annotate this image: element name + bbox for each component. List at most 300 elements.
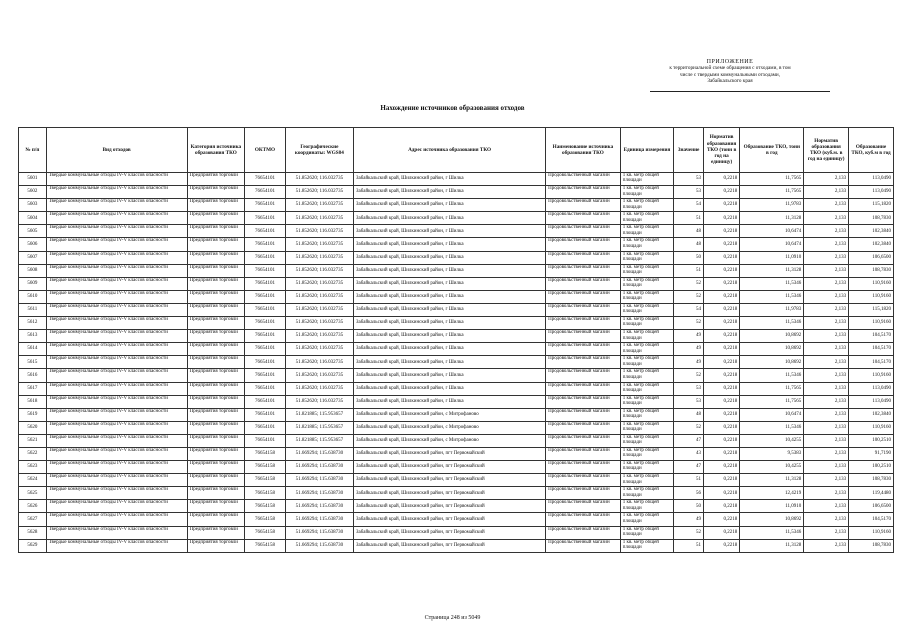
cell-coord: 51.852620; 116.032735 (285, 199, 353, 212)
cell-waste: Твердые коммунальные отходы IV-V классов опасности (46, 447, 187, 460)
cell-oktmo: 76654158 (245, 500, 286, 513)
cell-oktmo: 76654158 (245, 526, 286, 539)
cell-val: 49 (674, 343, 704, 356)
cell-unit: 1 кв. метр общей площади (620, 461, 673, 474)
cell-t: 10,6474 (740, 238, 804, 251)
cell-src: Продовольственный магазин (546, 526, 621, 539)
cell-nv: 2,133 (804, 330, 849, 343)
table-row (19, 382, 894, 395)
cell-oktmo: 76654101 (245, 343, 286, 356)
cell-t: 11,5346 (740, 421, 804, 434)
cell-t: 10,8692 (740, 343, 804, 356)
cell-unit: 1 кв. метр общей площади (620, 186, 673, 199)
cell-coord: 51.852620; 116.032735 (285, 382, 353, 395)
cell-nt: 0,2218 (703, 303, 739, 316)
cell-unit: 1 кв. метр общей площади (620, 395, 673, 408)
appendix-title: ПРИЛОЖЕНИЕ (706, 59, 754, 65)
waste-sources-table (18, 127, 894, 553)
cell-t: 9,5383 (740, 447, 804, 460)
cell-val: 52 (674, 421, 704, 434)
cell-unit: 1 кв. метр общей площади (620, 474, 673, 487)
cell-waste: Твердые коммунальные отходы IV-V классов опасности (46, 186, 187, 199)
cell-nv: 2,133 (804, 290, 849, 303)
cell-cat: Предприятия торговли (187, 199, 245, 212)
cell-coord: 51.852620; 116.032735 (285, 173, 353, 186)
cell-waste: Твердые коммунальные отходы IV-V классов опасности (46, 408, 187, 421)
cell-n: 5606 (19, 238, 47, 251)
cell-src: Продовольственный магазин (546, 264, 621, 277)
cell-val: 53 (674, 186, 704, 199)
cell-v: 106,6500 (849, 251, 894, 264)
cell-src: Продовольственный магазин (546, 303, 621, 316)
cell-addr: Забайкальский край, Шилкинский район, с Митрофаново (354, 434, 546, 447)
cell-src: Продовольственный магазин (546, 500, 621, 513)
cell-waste: Твердые коммунальные отходы IV-V классов опасности (46, 395, 187, 408)
cell-src: Продовольственный магазин (546, 487, 621, 500)
table-row (19, 500, 894, 513)
cell-coord: 51.669294; 115.638730 (285, 526, 353, 539)
cell-waste: Твердые коммунальные отходы IV-V классов опасности (46, 264, 187, 277)
cell-cat: Предприятия торговли (187, 238, 245, 251)
col-header: Значение (674, 128, 704, 173)
cell-coord: 51.669294; 115.638730 (285, 474, 353, 487)
cell-src: Продовольственный магазин (546, 173, 621, 186)
cell-waste: Твердые коммунальные отходы IV-V классов опасности (46, 317, 187, 330)
cell-nv: 2,133 (804, 408, 849, 421)
cell-t: 11,7565 (740, 173, 804, 186)
table-row (19, 238, 894, 251)
cell-waste: Твердые коммунальные отходы IV-V классов опасности (46, 303, 187, 316)
cell-addr: Забайкальский край, Шилкинский район, пгт Первомайский (354, 500, 546, 513)
cell-n: 5607 (19, 251, 47, 264)
cell-coord: 51.669294; 115.638730 (285, 500, 353, 513)
table-row (19, 225, 894, 238)
cell-oktmo: 76654101 (245, 225, 286, 238)
cell-v: 104,5170 (849, 513, 894, 526)
col-header: Географические координаты: WGS84 (285, 128, 353, 173)
cell-oktmo: 76654101 (245, 238, 286, 251)
cell-cat: Предприятия торговли (187, 395, 245, 408)
table-heading: Нахождение источников образования отходов (380, 104, 525, 112)
cell-n: 5603 (19, 199, 47, 212)
cell-n: 5611 (19, 303, 47, 316)
table-row (19, 356, 894, 369)
cell-t: 11,0910 (740, 251, 804, 264)
cell-addr: Забайкальский край, Шилкинский район, с Митрофаново (354, 421, 546, 434)
cell-val: 49 (674, 513, 704, 526)
cell-unit: 1 кв. метр общей площади (620, 225, 673, 238)
cell-nv: 2,133 (804, 303, 849, 316)
cell-cat: Предприятия торговли (187, 474, 245, 487)
cell-nv: 2,133 (804, 186, 849, 199)
cell-v: 108,7830 (849, 474, 894, 487)
cell-nv: 2,133 (804, 251, 849, 264)
col-header: Вид отходов (46, 128, 187, 173)
cell-val: 56 (674, 487, 704, 500)
cell-coord: 51.852620; 116.032735 (285, 317, 353, 330)
cell-t: 11,7565 (740, 395, 804, 408)
cell-src: Продовольственный магазин (546, 421, 621, 434)
cell-coord: 51.852620; 116.032735 (285, 356, 353, 369)
cell-v: 102,3840 (849, 238, 894, 251)
cell-v: 110,9160 (849, 369, 894, 382)
cell-src: Продовольственный магазин (546, 277, 621, 290)
cell-t: 11,7565 (740, 186, 804, 199)
cell-addr: Забайкальский край, Шилкинский район, пгт Первомайский (354, 447, 546, 460)
cell-nt: 0,2218 (703, 447, 739, 460)
cell-cat: Предприятия торговли (187, 513, 245, 526)
cell-v: 113,0490 (849, 395, 894, 408)
cell-v: 119,4480 (849, 487, 894, 500)
cell-unit: 1 кв. метр общей площади (620, 513, 673, 526)
cell-unit: 1 кв. метр общей площади (620, 264, 673, 277)
cell-oktmo: 76654158 (245, 474, 286, 487)
cell-t: 10,8692 (740, 330, 804, 343)
cell-nv: 2,133 (804, 277, 849, 290)
appendix-block (630, 59, 830, 85)
cell-v: 104,5170 (849, 343, 894, 356)
cell-oktmo: 76654101 (245, 330, 286, 343)
cell-nt: 0,2218 (703, 225, 739, 238)
cell-nt: 0,2218 (703, 500, 739, 513)
cell-waste: Твердые коммунальные отходы IV-V классов опасности (46, 212, 187, 225)
cell-oktmo: 76654158 (245, 539, 286, 552)
cell-nt: 0,2218 (703, 238, 739, 251)
cell-oktmo: 76654101 (245, 264, 286, 277)
cell-cat: Предприятия торговли (187, 212, 245, 225)
cell-t: 10,8692 (740, 513, 804, 526)
cell-nv: 2,133 (804, 173, 849, 186)
cell-t: 10,4255 (740, 434, 804, 447)
cell-nv: 2,133 (804, 356, 849, 369)
appendix-line-3: Забайкальского края (707, 78, 753, 85)
cell-waste: Твердые коммунальные отходы IV-V классов опасности (46, 434, 187, 447)
cell-unit: 1 кв. метр общей площади (620, 238, 673, 251)
cell-t: 11,5346 (740, 317, 804, 330)
cell-n: 5624 (19, 474, 47, 487)
cell-cat: Предприятия торговли (187, 251, 245, 264)
cell-addr: Забайкальский край, Шилкинский район, г Шилка (354, 264, 546, 277)
col-header: Категория источника образования ТКО (187, 128, 245, 173)
table-row (19, 251, 894, 264)
cell-t: 10,4255 (740, 461, 804, 474)
cell-nv: 2,133 (804, 487, 849, 500)
cell-cat: Предприятия торговли (187, 539, 245, 552)
cell-nt: 0,2218 (703, 186, 739, 199)
cell-n: 5623 (19, 461, 47, 474)
cell-addr: Забайкальский край, Шилкинский район, г Шилка (354, 238, 546, 251)
cell-nv: 2,133 (804, 199, 849, 212)
cell-src: Продовольственный магазин (546, 290, 621, 303)
cell-waste: Твердые коммунальные отходы IV-V классов опасности (46, 173, 187, 186)
cell-addr: Забайкальский край, Шилкинский район, г Шилка (354, 317, 546, 330)
cell-cat: Предприятия торговли (187, 382, 245, 395)
cell-val: 51 (674, 264, 704, 277)
cell-v: 113,0490 (849, 173, 894, 186)
cell-t: 11,9783 (740, 303, 804, 316)
cell-n: 5620 (19, 421, 47, 434)
cell-n: 5613 (19, 330, 47, 343)
cell-oktmo: 76654101 (245, 434, 286, 447)
cell-oktmo: 76654101 (245, 212, 286, 225)
cell-addr: Забайкальский край, Шилкинский район, пгт Первомайский (354, 526, 546, 539)
cell-src: Продовольственный магазин (546, 199, 621, 212)
cell-waste: Твердые коммунальные отходы IV-V классов опасности (46, 461, 187, 474)
cell-cat: Предприятия торговли (187, 369, 245, 382)
cell-n: 5619 (19, 408, 47, 421)
cell-nv: 2,133 (804, 526, 849, 539)
cell-val: 48 (674, 225, 704, 238)
cell-n: 5604 (19, 212, 47, 225)
cell-waste: Твердые коммунальные отходы IV-V классов опасности (46, 290, 187, 303)
cell-n: 5616 (19, 369, 47, 382)
cell-n: 5608 (19, 264, 47, 277)
cell-val: 52 (674, 369, 704, 382)
cell-n: 5626 (19, 500, 47, 513)
cell-nv: 2,133 (804, 421, 849, 434)
cell-src: Продовольственный магазин (546, 513, 621, 526)
cell-unit: 1 кв. метр общей площади (620, 356, 673, 369)
cell-addr: Забайкальский край, Шилкинский район, пгт Первомайский (354, 513, 546, 526)
cell-t: 11,5346 (740, 369, 804, 382)
cell-nt: 0,2218 (703, 487, 739, 500)
cell-cat: Предприятия торговли (187, 461, 245, 474)
table-row (19, 487, 894, 500)
cell-src: Продовольственный магазин (546, 408, 621, 421)
cell-val: 43 (674, 447, 704, 460)
table-row (19, 186, 894, 199)
cell-t: 11,5346 (740, 277, 804, 290)
cell-v: 110,9160 (849, 421, 894, 434)
cell-addr: Забайкальский край, Шилкинский район, г Шилка (354, 290, 546, 303)
cell-v: 104,5170 (849, 356, 894, 369)
cell-oktmo: 76654101 (245, 290, 286, 303)
cell-nv: 2,133 (804, 434, 849, 447)
cell-nv: 2,133 (804, 238, 849, 251)
cell-oktmo: 76654158 (245, 461, 286, 474)
cell-oktmo: 76654101 (245, 317, 286, 330)
cell-waste: Твердые коммунальные отходы IV-V классов опасности (46, 526, 187, 539)
cell-val: 51 (674, 212, 704, 225)
cell-nt: 0,2218 (703, 434, 739, 447)
cell-coord: 51.852620; 116.032735 (285, 395, 353, 408)
cell-val: 49 (674, 330, 704, 343)
cell-val: 47 (674, 461, 704, 474)
cell-oktmo: 76654101 (245, 199, 286, 212)
cell-oktmo: 76654101 (245, 173, 286, 186)
cell-nv: 2,133 (804, 264, 849, 277)
cell-waste: Твердые коммунальные отходы IV-V классов опасности (46, 487, 187, 500)
col-header: Норматив образования ТКО (тонн в год на единицу) (703, 128, 739, 173)
signature-rule (650, 91, 830, 92)
cell-v: 115,1820 (849, 199, 894, 212)
col-header: Единица измерения (620, 128, 673, 173)
cell-nv: 2,133 (804, 513, 849, 526)
cell-src: Продовольственный магазин (546, 238, 621, 251)
cell-waste: Твердые коммунальные отходы IV-V классов опасности (46, 421, 187, 434)
cell-val: 53 (674, 395, 704, 408)
cell-nt: 0,2218 (703, 526, 739, 539)
cell-waste: Твердые коммунальные отходы IV-V классов опасности (46, 382, 187, 395)
table-row (19, 264, 894, 277)
cell-nv: 2,133 (804, 225, 849, 238)
cell-coord: 51.852620; 116.032735 (285, 277, 353, 290)
table-row (19, 513, 894, 526)
appendix-line-1: к территориальной схеме обращения с отходами, в том (669, 65, 791, 72)
cell-cat: Предприятия торговли (187, 343, 245, 356)
cell-addr: Забайкальский край, Шилкинский район, г Шилка (354, 369, 546, 382)
cell-cat: Предприятия торговли (187, 421, 245, 434)
cell-waste: Твердые коммунальные отходы IV-V классов опасности (46, 356, 187, 369)
cell-src: Продовольственный магазин (546, 474, 621, 487)
cell-nt: 0,2218 (703, 251, 739, 264)
cell-addr: Забайкальский край, Шилкинский район, г Шилка (354, 251, 546, 264)
cell-nv: 2,133 (804, 500, 849, 513)
cell-nv: 2,133 (804, 369, 849, 382)
cell-v: 106,6500 (849, 500, 894, 513)
cell-val: 51 (674, 539, 704, 552)
cell-val: 53 (674, 382, 704, 395)
cell-nv: 2,133 (804, 447, 849, 460)
cell-val: 52 (674, 317, 704, 330)
cell-nt: 0,2218 (703, 461, 739, 474)
cell-src: Продовольственный магазин (546, 186, 621, 199)
cell-unit: 1 кв. метр общей площади (620, 277, 673, 290)
cell-cat: Предприятия торговли (187, 317, 245, 330)
cell-n: 5625 (19, 487, 47, 500)
cell-waste: Твердые коммунальные отходы IV-V классов опасности (46, 474, 187, 487)
cell-addr: Забайкальский край, Шилкинский район, г Шилка (354, 186, 546, 199)
cell-n: 5628 (19, 526, 47, 539)
cell-cat: Предприятия торговли (187, 277, 245, 290)
table-row (19, 173, 894, 186)
cell-addr: Забайкальский край, Шилкинский район, г Шилка (354, 199, 546, 212)
cell-waste: Твердые коммунальные отходы IV-V классов опасности (46, 343, 187, 356)
cell-nt: 0,2218 (703, 212, 739, 225)
cell-t: 10,6474 (740, 408, 804, 421)
cell-nt: 0,2218 (703, 369, 739, 382)
cell-v: 110,9160 (849, 290, 894, 303)
col-header: Норматив образования ТКО (куб.м. в год на единицу) (804, 128, 849, 173)
cell-n: 5629 (19, 539, 47, 552)
cell-t: 11,3128 (740, 264, 804, 277)
cell-n: 5601 (19, 173, 47, 186)
cell-unit: 1 кв. метр общей площади (620, 303, 673, 316)
cell-n: 5618 (19, 395, 47, 408)
table-body (19, 173, 894, 553)
cell-v: 110,9160 (849, 526, 894, 539)
cell-nv: 2,133 (804, 343, 849, 356)
cell-cat: Предприятия торговли (187, 173, 245, 186)
cell-val: 54 (674, 303, 704, 316)
cell-nt: 0,2218 (703, 264, 739, 277)
table-row (19, 526, 894, 539)
cell-val: 53 (674, 173, 704, 186)
cell-nt: 0,2218 (703, 474, 739, 487)
col-header: Образование ТКО, куб.м в год (849, 128, 894, 173)
cell-coord: 51.852620; 116.032735 (285, 290, 353, 303)
cell-waste: Твердые коммунальные отходы IV-V классов опасности (46, 369, 187, 382)
cell-src: Продовольственный магазин (546, 225, 621, 238)
cell-addr: Забайкальский край, Шилкинский район, г Шилка (354, 343, 546, 356)
table-row (19, 212, 894, 225)
cell-coord: 51.669294; 115.638730 (285, 513, 353, 526)
cell-cat: Предприятия торговли (187, 447, 245, 460)
cell-t: 11,5346 (740, 526, 804, 539)
cell-src: Продовольственный магазин (546, 539, 621, 552)
col-header: Наименование источника образования ТКО (546, 128, 621, 173)
cell-nt: 0,2218 (703, 356, 739, 369)
cell-cat: Предприятия торговли (187, 487, 245, 500)
cell-unit: 1 кв. метр общей площади (620, 343, 673, 356)
cell-t: 11,3128 (740, 474, 804, 487)
cell-coord: 51.852620; 116.032735 (285, 212, 353, 225)
cell-unit: 1 кв. метр общей площади (620, 173, 673, 186)
cell-n: 5609 (19, 277, 47, 290)
cell-oktmo: 76654101 (245, 369, 286, 382)
cell-coord: 51.852620; 116.032735 (285, 186, 353, 199)
cell-nt: 0,2218 (703, 330, 739, 343)
table-row (19, 434, 894, 447)
cell-n: 5605 (19, 225, 47, 238)
cell-nt: 0,2218 (703, 408, 739, 421)
cell-waste: Твердые коммунальные отходы IV-V классов опасности (46, 500, 187, 513)
table-row (19, 369, 894, 382)
table-row (19, 199, 894, 212)
cell-cat: Предприятия торговли (187, 186, 245, 199)
table-row (19, 303, 894, 316)
cell-t: 11,3128 (740, 539, 804, 552)
cell-oktmo: 76654101 (245, 382, 286, 395)
cell-nt: 0,2218 (703, 421, 739, 434)
cell-unit: 1 кв. метр общей площади (620, 408, 673, 421)
cell-v: 108,7830 (849, 264, 894, 277)
cell-v: 104,5170 (849, 330, 894, 343)
cell-oktmo: 76654101 (245, 277, 286, 290)
cell-addr: Забайкальский край, Шилкинский район, г Шилка (354, 382, 546, 395)
cell-coord: 51.852620; 116.032735 (285, 251, 353, 264)
cell-src: Продовольственный магазин (546, 395, 621, 408)
cell-nt: 0,2218 (703, 382, 739, 395)
cell-nt: 0,2218 (703, 395, 739, 408)
cell-nt: 0,2218 (703, 513, 739, 526)
cell-coord: 51.821885; 115.953657 (285, 434, 353, 447)
cell-addr: Забайкальский край, Шилкинский район, г Шилка (354, 225, 546, 238)
cell-unit: 1 кв. метр общей площади (620, 539, 673, 552)
cell-unit: 1 кв. метр общей площади (620, 526, 673, 539)
cell-oktmo: 76654158 (245, 513, 286, 526)
cell-coord: 51.669294; 115.638730 (285, 487, 353, 500)
cell-waste: Твердые коммунальные отходы IV-V классов опасности (46, 238, 187, 251)
cell-cat: Предприятия торговли (187, 290, 245, 303)
cell-cat: Предприятия торговли (187, 526, 245, 539)
cell-val: 50 (674, 500, 704, 513)
cell-nt: 0,2218 (703, 277, 739, 290)
cell-nt: 0,2218 (703, 343, 739, 356)
cell-addr: Забайкальский край, Шилкинский район, пгт Первомайский (354, 539, 546, 552)
cell-addr: Забайкальский край, Шилкинский район, г Шилка (354, 356, 546, 369)
cell-oktmo: 76654101 (245, 395, 286, 408)
cell-nv: 2,133 (804, 317, 849, 330)
cell-n: 5622 (19, 447, 47, 460)
table-row (19, 277, 894, 290)
cell-t: 11,9783 (740, 199, 804, 212)
cell-oktmo: 76654101 (245, 356, 286, 369)
appendix-line-2: числе с твердыми коммунальными отходами, (679, 71, 780, 78)
col-header: Адрес источника образования ТКО (354, 128, 546, 173)
cell-v: 100,2510 (849, 434, 894, 447)
cell-src: Продовольственный магазин (546, 317, 621, 330)
